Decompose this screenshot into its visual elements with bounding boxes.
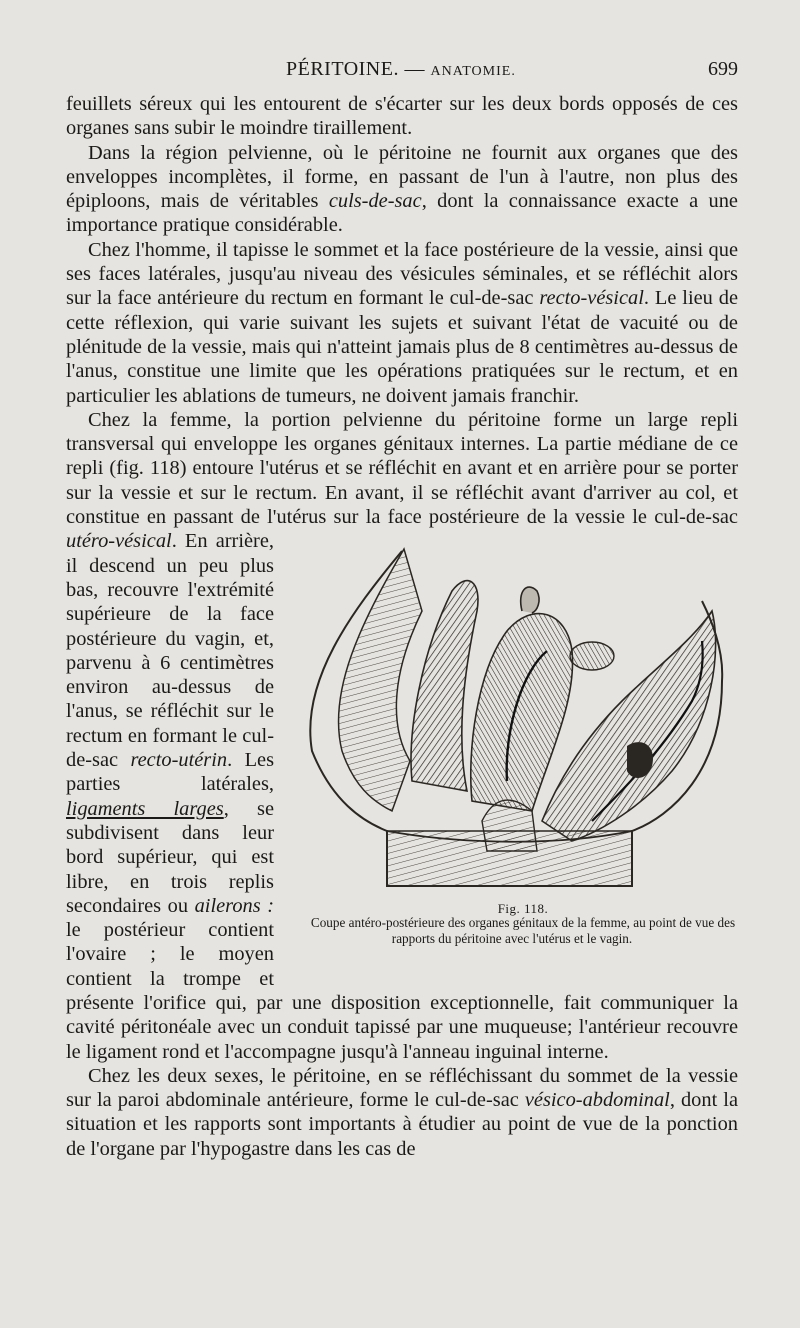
running-title-main: PÉRITOINE. [286,58,399,80]
paragraph-5-text-a: Chez les deux sexes, le péritoine, en se réfléchissant du sommet de la vessie sur la paroi abdominale antérieure, forme le cul-de-sac [66,1064,738,1112]
running-title-sub: ANATOMIE. [430,64,516,79]
paragraph-4-text-c: . En arrière, il descend un peu plus bas, recouvre l'extrémité supérieure de la face postérieure du vagin, et, parvenu à 6 centimètres environ au-dessus de l'anus, se réfléchit sur le rectum en formant le cul-de-sac [66,530,274,772]
paragraph-3-text-c: . Le lieu de cette réflexion, qui varie suivant les sujets et suivant l'état de vacuité ou de plénitude de la vessie, mais qui n'atteint jamais plus de 8 centimètres au-dessus de l'anus, constitue une limite que les opérations pratiquées sur le rectum, et en particulier les ablations de tumeurs, ne doivent jamais franchir. [66,287,739,407]
figure-label: Fig. 118. [497,901,549,917]
term-ligaments-larges: ligaments larges [66,797,224,820]
paragraph-3 [66,238,738,408]
paragraph-5 [66,1064,738,1161]
paragraph-4-text-i: le postérieur contient l'ovaire ; le moyen contient la trompe et présente l'orifice qui, par une disposition exceptionnelle, fait communiquer la cavité péritonéale avec un conduit tapissé par une muqueuse; l'antérieur recouvre le ligament rond et l'accompagne jusqu'à l'anneau inguinal interne. [66,919,738,1063]
paragraph-4 [66,408,738,1064]
abdominal-wall [338,549,422,811]
paragraph-5-text-c: , dont la situation et les rapports sont importants à étudier au point de vue de la ponction de l'organe par l'hypogastre dans les cas de [66,1089,738,1160]
term-culs-de-sac: culs-de-sac [328,190,422,213]
fallopian-tube [521,587,539,613]
running-title [286,58,516,81]
term-recto-uterin: recto-utérin [130,749,228,772]
figure-118 [286,531,738,981]
figure-caption: Coupe antéro-postérieure des organes génitaux de la femme, au point de vue des rapports du péritoine avec l'utérus et le vagin. [310,915,736,947]
paragraph-1: feuillets séreux qui les entourent de s'écarter sur les deux bords opposés de ces organes sans subir le moindre tiraillement. [66,93,738,140]
term-vesico-abdominal: vésico-abdominal [524,1089,670,1112]
ovary [570,642,614,670]
paragraph-2-text-a: Dans la région pelvienne, où le péritoine ne fournit aux organes que des enveloppes incomplètes, il forme, en passant de l'un à l'autre, non plus des épiploons, mais de véritables [66,141,738,213]
paragraph-4-text-a: Chez la femme, la portion pelvienne du péritoine forme un large repli transversal qui enveloppe les organes génitaux internes. La partie médiane de ce repli (fig. 118) entoure l'utérus et se réfléchit en avant et en arrière pour se porter sur la vessie et sur le rectum. En avant, il se réfléchit avant d'arriver au col, et constitue en passant de l'utérus sur la face postérieure de la vessie le cul-de-sac [66,408,738,529]
term-recto-vesical: recto-vésical [539,287,644,310]
paragraph-4-text-e: . Les parties latérales, [66,749,275,796]
page-body [66,92,738,1161]
paragraph-4-text-g: , se subdivisent dans leur bord supérieur, qui est libre, en trois replis secondaires ou [66,797,274,917]
page-number: 699 [708,58,738,80]
uterus [471,614,573,811]
term-utero-vesical: utéro-vésical [66,530,172,553]
anatomical-illustration [292,531,738,893]
paragraph-3-text-a: Chez l'homme, il tapisse le sommet et la face postérieure de la vessie, ainsi que ses faces latérales, jusqu'au niveau des vésicules séminales, et se réfléchit alors sur la face antérieure du rectum en formant le cul-de-sac [66,238,738,310]
section-base [387,831,632,886]
paragraph-2-text-c: , dont la connaissance exacte a une importance pratique considérable. [66,190,738,237]
running-title-dash: — [404,58,425,80]
term-ailerons: ailerons : [194,894,275,917]
paragraph-2 [66,141,738,238]
running-head [66,58,738,84]
